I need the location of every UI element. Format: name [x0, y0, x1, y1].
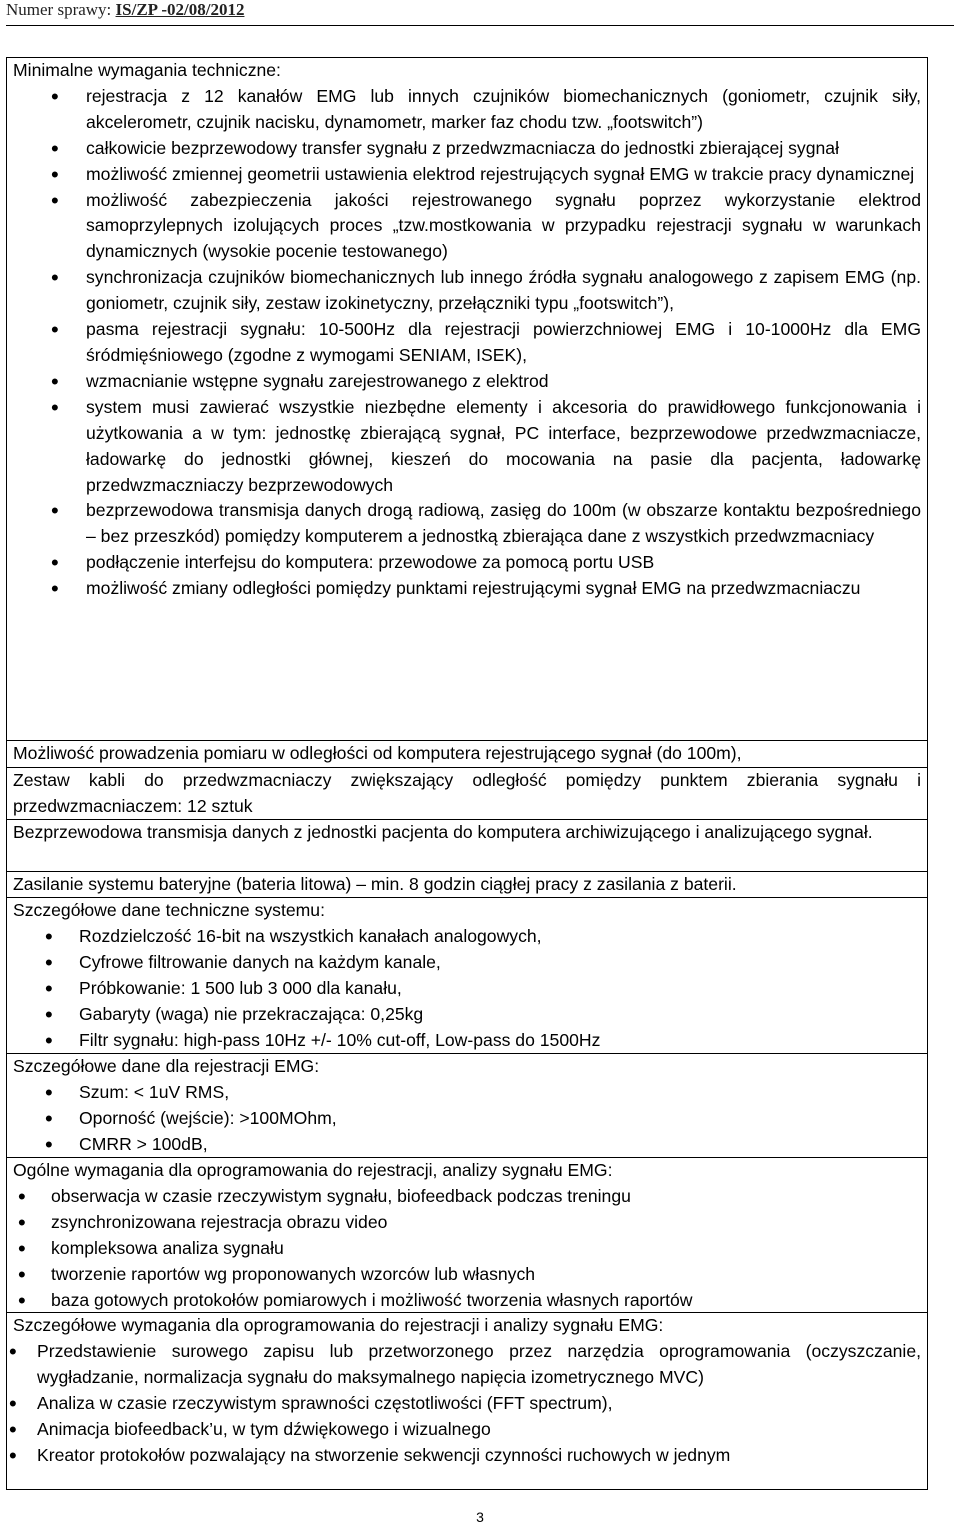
emg-heading: Szczegółowe dane dla rejestracji EMG:: [13, 1056, 320, 1076]
list-item: • pasma rejestracji sygnału: 10-500Hz dla rejestracji powierzchniowej EMG i 10-1000Hz dla EMG śródmięśniowego (zgodne z wymogami SENIAM, ISEK),: [13, 317, 921, 369]
list-item: • tworzenie raportów wg proponowanych wzorców lub własnych: [13, 1262, 921, 1288]
power-row: [7, 872, 927, 898]
list-item: • możliwość zmiennej geometrii ustawienia elektrod rejestrujących sygnał EMG w trakcie pracy dynamicznej: [13, 162, 921, 188]
list-item: • Kreator protokołów pozwalający na stworzenie sekwencji czynności ruchowych w jednym: [13, 1443, 921, 1469]
list-item: • bezprzewodowa transmisja danych drogą radiową, zasięg do 100m (w obszarze kontaktu bezpośredniego – bez przeszkód) pomiędzy komputerem a jednostką zbierająca dane z wszystkich przedwzmacniacy: [13, 498, 921, 550]
list-item: • Przedstawienie surowego zapisu lub przetworzonego przez narzędzia oprogramowania (oczyszczanie, wygładzanie, normalizacja sygnału do maksymalnego napięcia izometrycznego MVC): [13, 1339, 921, 1391]
power-text: Zasilanie systemu bateryjne (bateria litowa) – min. 8 godzin ciągłej pracy z zasilania z baterii.: [13, 874, 737, 894]
emg-list: [13, 1080, 921, 1158]
requirements-heading: Minimalne wymagania techniczne:: [13, 60, 281, 80]
list-item: • Próbkowanie: 1 500 lub 3 000 dla kanału,: [13, 976, 921, 1002]
list-item: • zsynchronizowana rejestracja obrazu video: [13, 1210, 921, 1236]
case-number: IS/ZP -02/08/2012: [115, 0, 245, 19]
list-item: • baza gotowych protokołów pomiarowych i możliwość tworzenia własnych raportów: [13, 1288, 921, 1313]
page-header: [6, 0, 244, 20]
requirements-row: [7, 58, 927, 741]
list-item: • kompleksowa analiza sygnału: [13, 1236, 921, 1262]
list-item: • Cyfrowe filtrowanie danych na każdym kanale,: [13, 950, 921, 976]
spec-table: [6, 57, 928, 1490]
list-item: • całkowicie bezprzewodowy transfer sygnału z przedwzmacniacza do jednostki zbierającej sygnał: [13, 136, 921, 162]
list-item: • możliwość zmiany odległości pomiędzy punktami rejestrującymi sygnał EMG na przedwzmacniaczu: [13, 576, 921, 602]
list-item: • synchronizacja czujników biomechanicznych lub innego źródła sygnału analogowego z zapisem EMG (np. goniometr, czujnik siły, zestaw izokinetyczny, przełączniki typu „footswitch”),: [13, 265, 921, 317]
tech-heading: Szczegółowe dane techniczne systemu:: [13, 900, 325, 920]
list-item: • Szum: < 1uV RMS,: [13, 1080, 921, 1106]
list-item: • Oporność (wejście): >100MOhm,: [13, 1106, 921, 1132]
software-heading: Ogólne wymagania dla oprogramowania do rejestracji, analizy sygnału EMG:: [13, 1160, 613, 1180]
software-row: [7, 1158, 927, 1313]
list-item: • wzmacnianie wstępne sygnału zarejestrowanego z elektrod: [13, 369, 921, 395]
wireless-row: [7, 820, 927, 872]
list-item: • CMRR > 100dB,: [13, 1132, 921, 1158]
list-item: • Gabaryty (waga) nie przekraczająca: 0,25kg: [13, 1002, 921, 1028]
tech-list: [13, 924, 921, 1054]
list-item: • podłączenie interfejsu do komputera: przewodowe za pomocą portu USB: [13, 550, 921, 576]
cables-text: Zestaw kabli do przedwzmacniaczy zwiększający odległość pomiędzy punktem zbierania sygnału i przedwzmacniaczem: 12 sztuk: [13, 770, 921, 816]
tech-row: [7, 898, 927, 1054]
wireless-text: Bezprzewodowa transmisja danych z jednostki pacjenta do komputera archiwizującego i analizującego sygnał.: [13, 822, 873, 842]
list-item: • Animacja biofeedback’u, w tym dźwiękowego i wizualnego: [13, 1417, 921, 1443]
list-item: • Rozdzielczość 16-bit na wszystkich kanałach analogowych,: [13, 924, 921, 950]
list-item: • obserwacja w czasie rzeczywistym sygnału, biofeedback podczas treningu: [13, 1184, 921, 1210]
distance-text: Możliwość prowadzenia pomiaru w odległości od komputera rejestrującego sygnał (do 100m),: [13, 743, 742, 763]
list-item: • system musi zawierać wszystkie niezbędne elementy i akcesoria do prawidłowego funkcjonowania i użytkowania a w tym: jednostkę zbierającą sygnał, PC interface, bezprzewodowe przedwzmacniacze, ładowarkę do jednostki głównej, kieszeń do mocowania na pasie dla pacjenta, ładowarkę przedwzmaczniaczy bezprzewodowych: [13, 395, 921, 499]
requirements-list: [13, 84, 921, 602]
cables-row: [7, 768, 927, 820]
emg-row: [7, 1054, 927, 1158]
case-number-label: Numer sprawy:: [6, 0, 112, 19]
list-item: • rejestracja z 12 kanałów EMG lub innych czujników biomechanicznych (goniometr, czujnik siły, akcelerometr, czujnik nacisku, dynamometr, marker faz chodu tzw. „footswitch”): [13, 84, 921, 136]
list-item: • Filtr sygnału: high-pass 10Hz +/- 10% cut-off, Low-pass do 1500Hz: [13, 1028, 921, 1054]
software2-heading: Szczegółowe wymagania dla oprogramowania do rejestracji i analizy sygnału EMG:: [13, 1315, 664, 1335]
distance-row: [7, 741, 927, 768]
software2-row: [7, 1313, 927, 1491]
software2-list: [13, 1339, 921, 1469]
list-item: • możliwość zabezpieczenia jakości rejestrowanego sygnału poprzez wykorzystanie elektrod samoprzylepnych izolujących proces „tzw.mostkowania w przypadku rejestracji sygnału w warunkach dynamicznych (wysokie pocenie testowanego): [13, 188, 921, 266]
header-divider: [6, 25, 954, 26]
page-number: 3: [476, 1509, 484, 1525]
software-list: [13, 1184, 921, 1313]
list-item: • Analiza w czasie rzeczywistym sprawności częstotliwości (FFT spectrum),: [13, 1391, 921, 1417]
